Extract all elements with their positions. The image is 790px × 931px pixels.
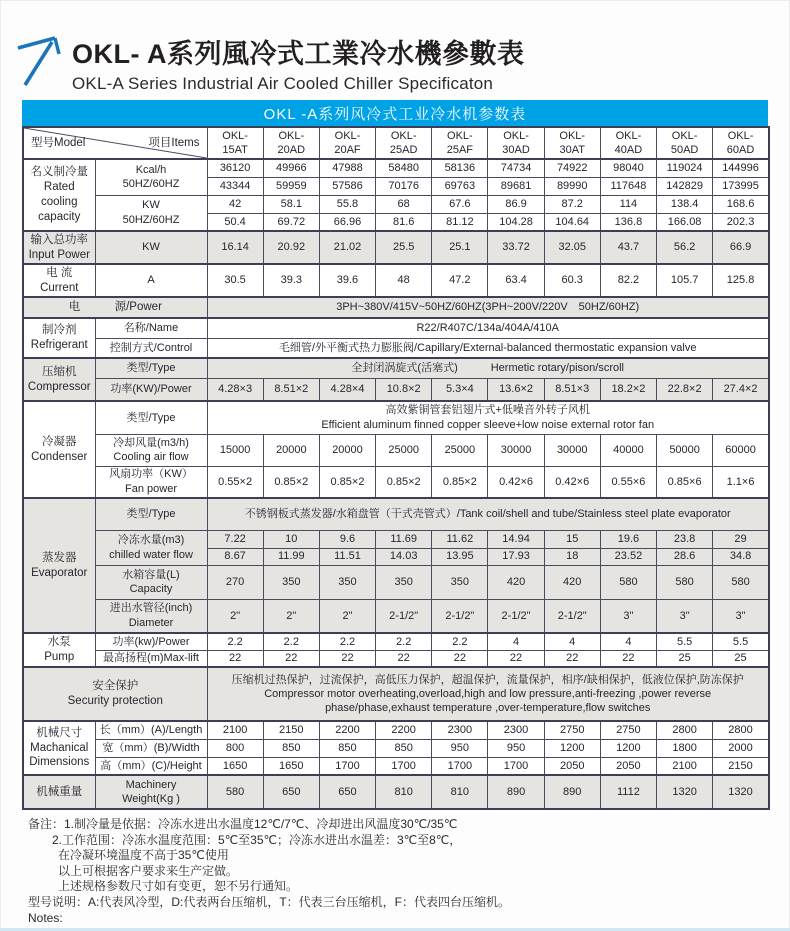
- item-label: 长（mm）(A)/Length: [95, 721, 207, 739]
- value-cell: 89990: [544, 177, 600, 195]
- value-cell: 25: [713, 650, 769, 667]
- model-header-cell: OKL- 30AD: [488, 127, 544, 159]
- value-cell: 350: [432, 565, 488, 599]
- value-cell: 2000: [713, 739, 769, 757]
- model-header-cell: OKL- 40AD: [600, 127, 656, 159]
- value-cell: 23.52: [600, 548, 656, 565]
- value-cell: 1650: [207, 757, 263, 775]
- value-cell: 49966: [263, 159, 319, 177]
- value-cell: 39.3: [263, 264, 319, 297]
- value-cell: 60.3: [544, 264, 600, 297]
- value-cell: 138.4: [657, 195, 713, 213]
- value-cell: 48: [376, 264, 432, 297]
- value-cell: 810: [376, 775, 432, 809]
- value-cell: 0.85×2: [263, 466, 319, 498]
- value-cell: 25: [657, 650, 713, 667]
- value-cell: 580: [713, 565, 769, 599]
- value-cell: 50.4: [207, 213, 263, 231]
- value-cell: 4.28×3: [207, 378, 263, 401]
- value-cell: 20000: [319, 434, 375, 466]
- model-header-cell: OKL- 25AF: [432, 127, 488, 159]
- value-cell: 27.4×2: [713, 378, 769, 401]
- value-cell: 2050: [600, 757, 656, 775]
- value-cell: 1700: [488, 757, 544, 775]
- note-line: 上述规格参数尺寸如有变更，恕不另行通知。: [58, 879, 299, 894]
- value-cell: 0.85×2: [376, 466, 432, 498]
- value-cell: 11.51: [319, 548, 375, 565]
- item-label: 进出水管径(inch) Diameter: [95, 599, 207, 633]
- note-line: 型号说明：A:代表风冷型，D:代表两台压缩机，T：代表三台压缩机，F：代表四台压缩机。: [28, 894, 511, 909]
- value-cell: 800: [207, 739, 263, 757]
- value-cell: 1800: [657, 739, 713, 757]
- value-cell: 2-1/2": [488, 599, 544, 633]
- value-cell: 350: [319, 565, 375, 599]
- value-cell: 18: [544, 548, 600, 565]
- value-cell: 82.2: [600, 264, 656, 297]
- table-title-bar: OKL -A系列风冷式工业冷水机参数表: [22, 100, 768, 126]
- value-cell: 86.9: [488, 195, 544, 213]
- row-label: 安全保护 Security protection: [23, 667, 207, 721]
- value-cell: 33.72: [488, 231, 544, 264]
- value-cell: 23.8: [657, 530, 713, 548]
- value-cell: 39.6: [319, 264, 375, 297]
- value-cell: 66.9: [713, 231, 769, 264]
- value-cell: 1700: [432, 757, 488, 775]
- value-cell: 8.67: [207, 548, 263, 565]
- value-cell: 3": [713, 599, 769, 633]
- value-cell: 8.51×3: [544, 378, 600, 401]
- value-cell: 144996: [713, 159, 769, 177]
- value-cell: 58.1: [263, 195, 319, 213]
- value-cell: 2150: [713, 757, 769, 775]
- value-cell: 81.12: [432, 213, 488, 231]
- item-label: 类型/Type: [95, 401, 207, 434]
- arrow-up-right-icon: [14, 28, 68, 90]
- value-cell: 22.8×2: [657, 378, 713, 401]
- value-cell: 580: [600, 565, 656, 599]
- item-label: 功率(kw)/Power: [95, 633, 207, 650]
- value-cell: 850: [263, 739, 319, 757]
- value-cell: 0.85×2: [432, 466, 488, 498]
- item-label: KW: [95, 231, 207, 264]
- value-cell: 890: [488, 775, 544, 809]
- value-cell: 22: [319, 650, 375, 667]
- value-cell: 4: [600, 633, 656, 650]
- value-cell: 2.2: [376, 633, 432, 650]
- value-cell: 60000: [713, 434, 769, 466]
- value-cell: 2-1/2": [544, 599, 600, 633]
- value-cell: 81.6: [376, 213, 432, 231]
- value-cell: 117648: [600, 177, 656, 195]
- value-cell: 22: [432, 650, 488, 667]
- item-label: 宽（mm）(B)/Width: [95, 739, 207, 757]
- value-cell: 1200: [600, 739, 656, 757]
- value-cell: 68: [376, 195, 432, 213]
- row-label: 冷凝器 Condenser: [23, 401, 95, 498]
- value-cell: 1320: [713, 775, 769, 809]
- model-header-cell: OKL- 60AD: [713, 127, 769, 159]
- value-cell: 2-1/2": [432, 599, 488, 633]
- value-cell: 22: [376, 650, 432, 667]
- item-label: Machinery Weight(Kg ): [95, 775, 207, 809]
- value-cell: 74922: [544, 159, 600, 177]
- value-cell: 202.3: [713, 213, 769, 231]
- value-cell: 43344: [207, 177, 263, 195]
- value-cell: 4: [488, 633, 544, 650]
- note-line: 备注：1.制冷量是依据：冷冻水进出水温度12℃/7℃、冷却进出风温度30℃/35℃: [28, 817, 458, 831]
- value-cell: 270: [207, 565, 263, 599]
- value-cell: 22: [488, 650, 544, 667]
- note-line: 2.工作范围：冷冻水温度范围：5℃至35℃；冷冻水进出水温差：3℃至8℃，: [52, 832, 462, 847]
- value-cell: 168.6: [713, 195, 769, 213]
- value-cell: 40000: [600, 434, 656, 466]
- value-cell: 59959: [263, 177, 319, 195]
- item-label: A: [95, 264, 207, 297]
- span-value: 不锈钢板式蒸发器/水箱盘管（干式壳管式）/Tank coil/shell and tube/Stainless steel plate evaporator: [207, 498, 769, 530]
- model-header-cell: OKL- 20AD: [263, 127, 319, 159]
- row-label: 制冷剂 Refrigerant: [23, 318, 95, 358]
- value-cell: 9.6: [319, 530, 375, 548]
- value-cell: 2": [263, 599, 319, 633]
- value-cell: 173995: [713, 177, 769, 195]
- page-header: [14, 28, 524, 94]
- value-cell: 11.69: [376, 530, 432, 548]
- model-header-cell: OKL- 30AT: [544, 127, 600, 159]
- note-line: Notes:: [28, 910, 63, 925]
- value-cell: 810: [432, 775, 488, 809]
- value-cell: 850: [319, 739, 375, 757]
- corner-cell: [23, 127, 207, 159]
- value-cell: 8.51×2: [263, 378, 319, 401]
- value-cell: 0.85×2: [319, 466, 375, 498]
- value-cell: 950: [488, 739, 544, 757]
- value-cell: 58480: [376, 159, 432, 177]
- value-cell: 0.55×6: [600, 466, 656, 498]
- value-cell: 30000: [544, 434, 600, 466]
- value-cell: 66.96: [319, 213, 375, 231]
- value-cell: 36120: [207, 159, 263, 177]
- row-label: 机械重量: [23, 775, 95, 809]
- row-label: 输入总功率 Input Power: [23, 231, 95, 264]
- value-cell: 15000: [207, 434, 263, 466]
- value-cell: 0.55×2: [207, 466, 263, 498]
- value-cell: 2800: [657, 721, 713, 739]
- value-cell: 2": [319, 599, 375, 633]
- value-cell: 15: [544, 530, 600, 548]
- value-cell: 43.7: [600, 231, 656, 264]
- value-cell: 2750: [600, 721, 656, 739]
- value-cell: 3": [657, 599, 713, 633]
- value-cell: 2150: [263, 721, 319, 739]
- value-cell: 16.14: [207, 231, 263, 264]
- value-cell: 25000: [376, 434, 432, 466]
- span-value: 3PH~380V/415V~50HZ/60HZ(3PH~200V/220V 50HZ/60HZ): [207, 297, 769, 318]
- value-cell: 4: [544, 633, 600, 650]
- value-cell: 20.92: [263, 231, 319, 264]
- value-cell: 2050: [544, 757, 600, 775]
- value-cell: 22: [263, 650, 319, 667]
- value-cell: 0.42×6: [488, 466, 544, 498]
- span-value: 高效紫铜管套铝翅片式+低噪音外转子风机 Efficient aluminum finned copper sleeve+low noise external rotor fan: [207, 401, 769, 434]
- value-cell: 10: [263, 530, 319, 548]
- value-cell: 98040: [600, 159, 656, 177]
- spec-table-wrap: [22, 100, 768, 810]
- value-cell: 21.02: [319, 231, 375, 264]
- notes-block: [28, 817, 510, 926]
- value-cell: 1700: [376, 757, 432, 775]
- item-label: 冷却风量(m3/h) Cooling air flow: [95, 434, 207, 466]
- value-cell: 580: [207, 775, 263, 809]
- spec-table: [22, 126, 770, 810]
- value-cell: 104.28: [488, 213, 544, 231]
- item-label: 高（mm）(C)/Height: [95, 757, 207, 775]
- page-title: OKL- A系列風冷式工業冷水機參數表: [72, 39, 525, 69]
- corner-model-label: 型号Model: [31, 136, 86, 149]
- value-cell: 125.8: [713, 264, 769, 297]
- value-cell: 32.05: [544, 231, 600, 264]
- value-cell: 2750: [544, 721, 600, 739]
- value-cell: 650: [319, 775, 375, 809]
- value-cell: 0.85×6: [657, 466, 713, 498]
- value-cell: 2100: [207, 721, 263, 739]
- value-cell: 47988: [319, 159, 375, 177]
- span-value: 全封闭涡旋式(活塞式) Hermetic rotary/pison/scroll: [207, 358, 769, 378]
- row-label: 电 源/Power: [23, 297, 207, 318]
- value-cell: 28.6: [657, 548, 713, 565]
- item-label: 风扇功率（KW） Fan power: [95, 466, 207, 498]
- value-cell: 1.1×6: [713, 466, 769, 498]
- row-label: 名义制冷量 Rated cooling capacity: [23, 159, 95, 231]
- item-label: 类型/Type: [95, 498, 207, 530]
- value-cell: 2.2: [319, 633, 375, 650]
- value-cell: 1320: [657, 775, 713, 809]
- value-cell: 350: [263, 565, 319, 599]
- value-cell: 69.72: [263, 213, 319, 231]
- span-value: 毛细管/外平衡式热力膨胀阀/Capillary/External-balanced thermostatic expansion valve: [207, 338, 769, 358]
- value-cell: 11.62: [432, 530, 488, 548]
- value-cell: 74734: [488, 159, 544, 177]
- value-cell: 13.6×2: [488, 378, 544, 401]
- value-cell: 70176: [376, 177, 432, 195]
- value-cell: 63.4: [488, 264, 544, 297]
- value-cell: 890: [544, 775, 600, 809]
- value-cell: 25.5: [376, 231, 432, 264]
- model-header-cell: OKL- 25AD: [376, 127, 432, 159]
- value-cell: 0.42×6: [544, 466, 600, 498]
- row-label: 机械尺寸 Machanical Dimensions: [23, 721, 95, 775]
- value-cell: 2100: [657, 757, 713, 775]
- value-cell: 29: [713, 530, 769, 548]
- value-cell: 1700: [319, 757, 375, 775]
- value-cell: 2300: [488, 721, 544, 739]
- row-label: 压缩机 Compressor: [23, 358, 95, 401]
- model-header-cell: OKL- 20AF: [319, 127, 375, 159]
- value-cell: 13.95: [432, 548, 488, 565]
- value-cell: 67.6: [432, 195, 488, 213]
- model-header-cell: OKL- 15AT: [207, 127, 263, 159]
- value-cell: 2300: [432, 721, 488, 739]
- item-label: 名称/Name: [95, 318, 207, 338]
- value-cell: 142829: [657, 177, 713, 195]
- value-cell: 25.1: [432, 231, 488, 264]
- item-label: 功率(KW)/Power: [95, 378, 207, 401]
- corner-wrap: [24, 128, 207, 158]
- item-label: KW 50HZ/60HZ: [95, 195, 207, 231]
- corner-items-label: 项目Items: [148, 136, 200, 149]
- value-cell: 2800: [713, 721, 769, 739]
- value-cell: 5.3×4: [432, 378, 488, 401]
- value-cell: 136.8: [600, 213, 656, 231]
- value-cell: 69763: [432, 177, 488, 195]
- value-cell: 57586: [319, 177, 375, 195]
- item-label: 水箱容量(L) Capacity: [95, 565, 207, 599]
- value-cell: 87.2: [544, 195, 600, 213]
- value-cell: 22: [544, 650, 600, 667]
- spec-table-body: [23, 127, 769, 809]
- value-cell: 5.5: [657, 633, 713, 650]
- value-cell: 2.2: [263, 633, 319, 650]
- value-cell: 2.2: [432, 633, 488, 650]
- value-cell: 25000: [432, 434, 488, 466]
- value-cell: 166.08: [657, 213, 713, 231]
- value-cell: 650: [263, 775, 319, 809]
- note-line: 以上可根据客户要求来生产定做。: [58, 863, 239, 878]
- value-cell: 58136: [432, 159, 488, 177]
- value-cell: 42: [207, 195, 263, 213]
- value-cell: 18.2×2: [600, 378, 656, 401]
- value-cell: 14.94: [488, 530, 544, 548]
- item-label: 最高扬程(m)Max-lift: [95, 650, 207, 667]
- value-cell: 17.93: [488, 548, 544, 565]
- value-cell: 350: [376, 565, 432, 599]
- page-subtitle: OKL-A Series Industrial Air Cooled Chiller Specificaton: [72, 74, 494, 93]
- value-cell: 420: [488, 565, 544, 599]
- value-cell: 114: [600, 195, 656, 213]
- item-label: 控制方式/Control: [95, 338, 207, 358]
- value-cell: 1112: [600, 775, 656, 809]
- value-cell: 105.7: [657, 264, 713, 297]
- value-cell: 2200: [376, 721, 432, 739]
- value-cell: 11.99: [263, 548, 319, 565]
- item-label: 冷冻水量(m3) chilled water flow: [95, 530, 207, 565]
- value-cell: 22: [207, 650, 263, 667]
- value-cell: 580: [657, 565, 713, 599]
- row-label: 电 流 Current: [23, 264, 95, 297]
- value-cell: 1650: [263, 757, 319, 775]
- value-cell: 56.2: [657, 231, 713, 264]
- value-cell: 1200: [544, 739, 600, 757]
- value-cell: 22: [600, 650, 656, 667]
- value-cell: 34.8: [713, 548, 769, 565]
- value-cell: 850: [376, 739, 432, 757]
- item-label: 类型/Type: [95, 358, 207, 378]
- item-label: Kcal/h 50HZ/60HZ: [95, 159, 207, 195]
- value-cell: 10.8×2: [376, 378, 432, 401]
- value-cell: 30000: [488, 434, 544, 466]
- value-cell: 14.03: [376, 548, 432, 565]
- value-cell: 2-1/2": [376, 599, 432, 633]
- value-cell: 420: [544, 565, 600, 599]
- note-line: 在冷凝环境温度不高于35℃使用: [58, 848, 229, 863]
- value-cell: 47.2: [432, 264, 488, 297]
- span-value: R22/R407C/134a/404A/410A: [207, 318, 769, 338]
- value-cell: 2": [207, 599, 263, 633]
- row-label: 蒸发器 Evaporator: [23, 498, 95, 633]
- value-cell: 30.5: [207, 264, 263, 297]
- value-cell: 4.28×4: [319, 378, 375, 401]
- value-cell: 5.5: [713, 633, 769, 650]
- row-label: 水泵 Pump: [23, 633, 95, 667]
- title-block: [72, 28, 524, 94]
- value-cell: 55.8: [319, 195, 375, 213]
- value-cell: 950: [432, 739, 488, 757]
- value-cell: 2.2: [207, 633, 263, 650]
- value-cell: 89681: [488, 177, 544, 195]
- span-value: 压缩机过热保护，过流保护，高低压力保护，超温保护，流量保护，相序/缺相保护，低液位保护,防冻保护 Compressor motor overheating,overload,high and low pressure,anti-freezing ,power reverse phase/phase,exhaust temperature ,over-temperature,flow switches: [207, 667, 769, 721]
- model-header-cell: OKL- 50AD: [657, 127, 713, 159]
- value-cell: 104.64: [544, 213, 600, 231]
- value-cell: 7.22: [207, 530, 263, 548]
- value-cell: 20000: [263, 434, 319, 466]
- value-cell: 3": [600, 599, 656, 633]
- value-cell: 119024: [657, 159, 713, 177]
- value-cell: 50000: [657, 434, 713, 466]
- value-cell: 2200: [319, 721, 375, 739]
- value-cell: 19.6: [600, 530, 656, 548]
